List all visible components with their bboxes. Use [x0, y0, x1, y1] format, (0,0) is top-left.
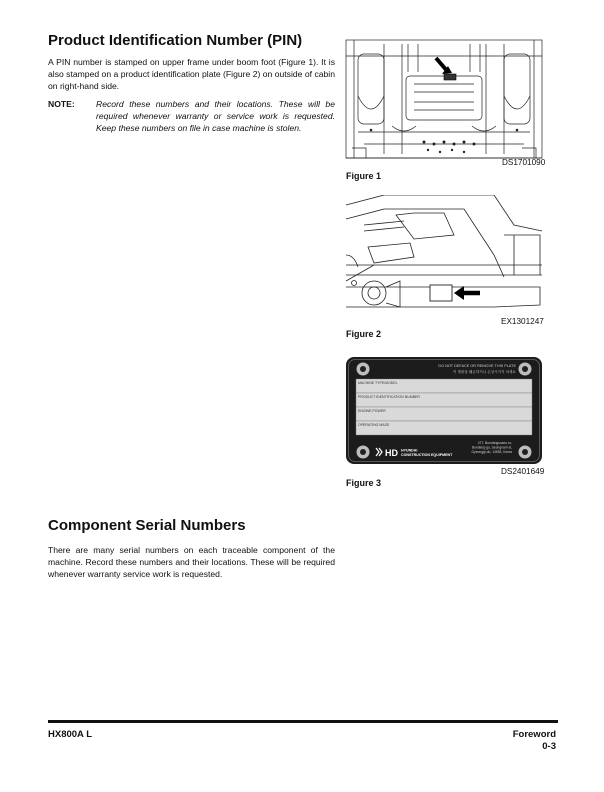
upper-frame-drawing: [344, 36, 544, 166]
plate-brand-line2: CONSTRUCTION EQUIPMENT: [401, 453, 453, 457]
figure-2-caption: Figure 2: [346, 329, 382, 339]
note-label: NOTE:: [48, 99, 75, 109]
footer-model: HX800A L: [48, 729, 92, 740]
figure-3-caption: Figure 3: [346, 478, 382, 488]
section-title-pin: Product Identification Number (PIN): [48, 32, 303, 49]
note-text: Record these numbers and their locations. These will be required whenever warranty or service work is requested. Keep these numbers on file in case machine is stolen.: [96, 99, 335, 134]
figure-3-code: DS2401649: [501, 467, 545, 476]
figure-1-caption: Figure 1: [346, 171, 382, 181]
footer-section-page: [513, 729, 556, 753]
footer-page-number: 0-3: [542, 741, 556, 752]
footer-rule: [48, 720, 558, 723]
plate-brand-short: HD: [385, 448, 398, 458]
plate-fields: [356, 379, 532, 435]
plate-address-line3: Gyeonggi-do, 13553, Korea: [471, 450, 512, 454]
plate-field-engine-power: ENGINE POWER: [358, 409, 386, 413]
plate-address-line2: Bundang-gu, Seongnam-si,: [471, 445, 512, 450]
figure-1-code: DS1701090: [502, 158, 546, 167]
plate-field-machine-type: MACHINE TYPE/MODEL: [358, 381, 398, 385]
figure-1-image: [344, 36, 544, 166]
pin-description: A PIN number is stamped on upper frame under boom foot (Figure 1). It is also stamped on a product identification plate (Figure 2) on outside of cabin on right-hand side.: [48, 57, 335, 92]
footer-section: Foreword: [512, 729, 556, 740]
cabin-plate-location-drawing: [344, 195, 544, 319]
pin-plate-drawing: [344, 356, 544, 466]
figure-3-image: [344, 356, 544, 466]
component-serials-description: There are many serial numbers on each traceable component of the machine. Record these numbers and their locations. These will be required whenever warranty service work is requested.: [48, 545, 335, 580]
plate-warning-ko: 이 명판을 훼손하거나 손상시키지 마세요: [452, 370, 516, 374]
figure-2-code: EX1301247: [501, 317, 544, 326]
plate-warning-en: DO NOT DEFACE OR REMOVE THIS PLATE: [438, 364, 516, 368]
section-title-component-serials: Component Serial Numbers: [48, 517, 246, 534]
plate-address-line1: 477, Bundangsuseo-ro,: [477, 441, 512, 445]
figure-2-image: [344, 195, 544, 319]
plate-field-pin: PRODUCT IDENTIFICATION NUMBER: [358, 395, 420, 399]
plate-field-operating-mass: OPERATING MASS: [358, 423, 390, 427]
plate-brand-line1: HYUNDAI: [401, 448, 418, 453]
